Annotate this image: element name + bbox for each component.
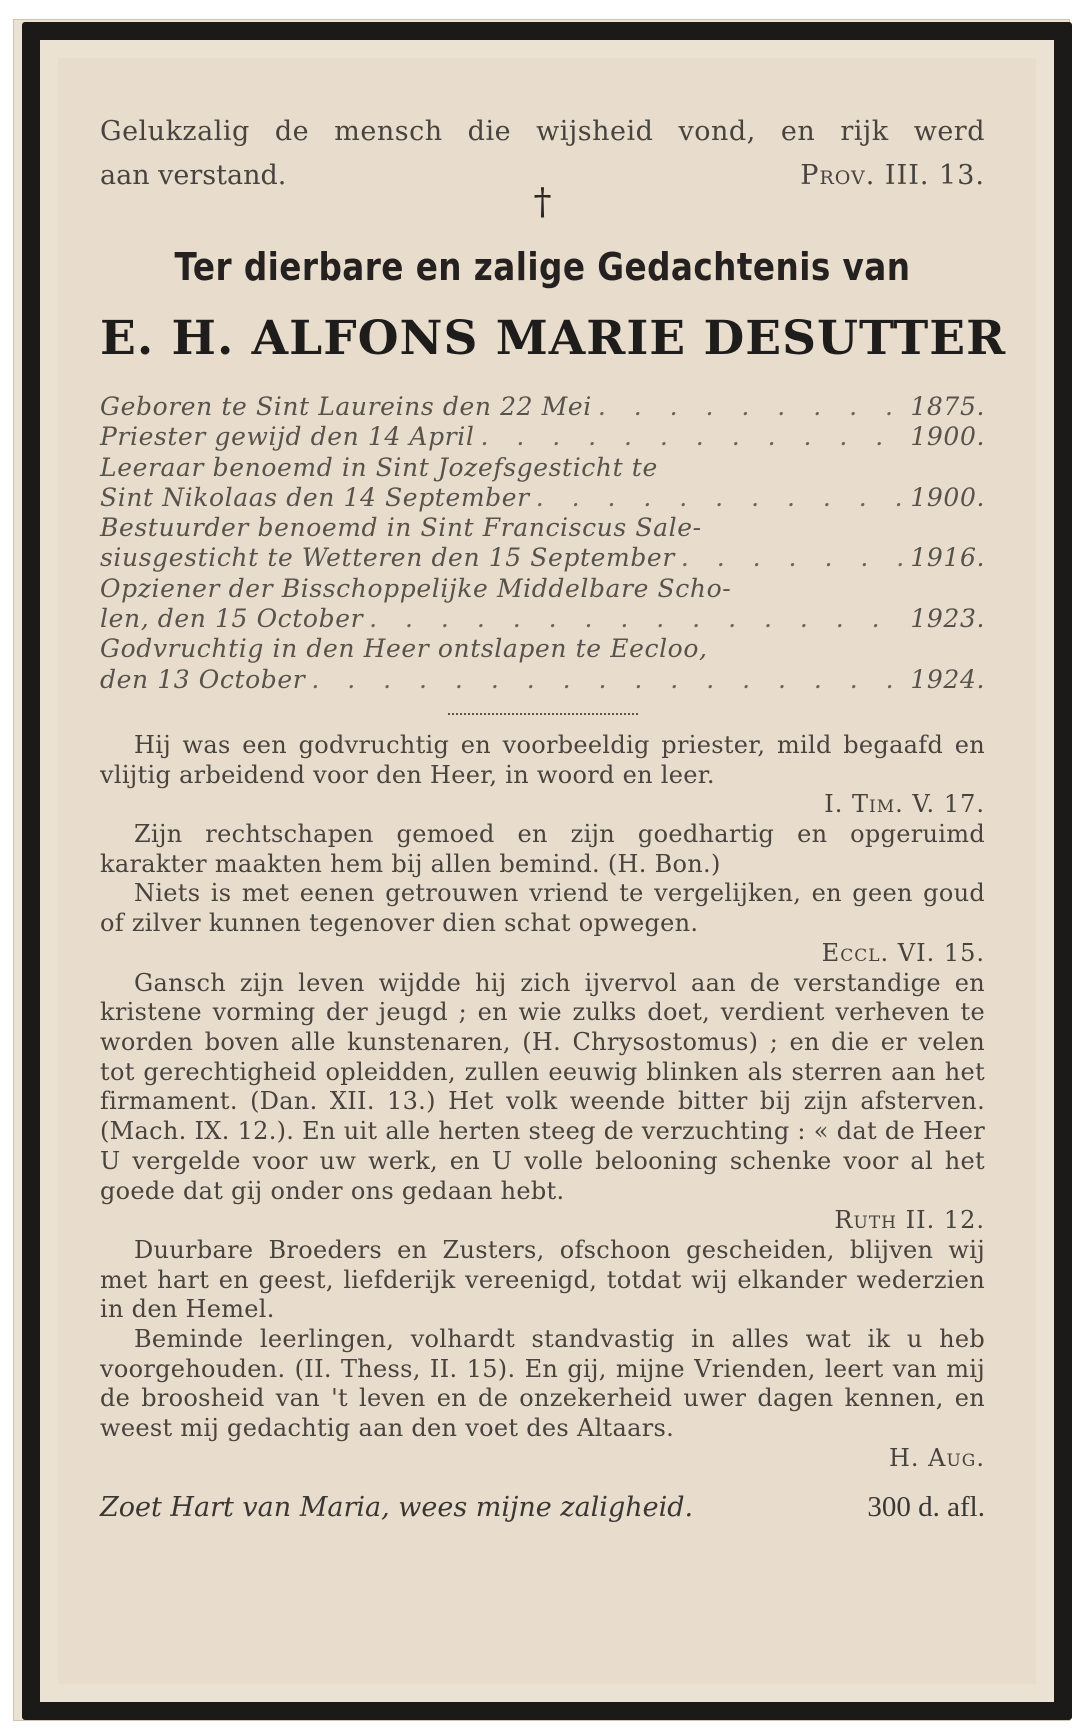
prayer-text: Zoet Hart van Maria, wees mijne zaligheid. [100, 1491, 694, 1523]
card-content [100, 110, 1007, 1525]
paragraph: Zijn rechtschapen gemoed en zijn goedhartig en opgeruimd karakter maakten hem bij allen bemind. (H. Bon.) [100, 820, 985, 878]
date-line [100, 513, 985, 543]
cross-icon: † [533, 182, 552, 223]
closing-prayer [100, 1490, 985, 1525]
date-text: Geboren te Sint Laureins den 22 Mei [100, 392, 592, 421]
date-line [100, 574, 985, 604]
paragraph-reference: Eccl. VI. 15. [821, 938, 985, 967]
paragraph-reference: I. Tim. V. 17. [824, 790, 985, 819]
paragraph: Hij was een godvruchtig en voorbeeldig priester, mild begaafd en vlijtig arbeidend voor den Heer, in woord en leer. [100, 730, 985, 789]
date-text: siusgesticht te Wetteren den 15 September [100, 543, 675, 573]
paragraph: Niets is met eenen getrouwen vriend te vergelijken, en geen goud of zilver kunnen tegenover dien schat opwegen. [100, 879, 985, 938]
paragraph: Duurbare Broeders en Zusters, ofschoon gescheiden, blijven wij met hart en geest, liefderijk vereenigd, totdat wij elkander wederzien in den Hemel. [100, 1235, 985, 1324]
indulgence-note: 300 d. afl. [867, 1490, 985, 1523]
dotted-separator [448, 713, 638, 715]
leader-dots [675, 543, 911, 573]
paragraph-reference: Ruth II. 12. [834, 1206, 985, 1235]
date-line [100, 604, 985, 634]
date-text: Bestuurder benoemd in Sint Franciscus Sale- [100, 513, 702, 543]
memorial-title: Ter dierbare en zalige Gedachtenis van [174, 245, 911, 289]
memorial-text [100, 731, 985, 1474]
date-year: 1875. [910, 392, 985, 421]
date-line [100, 392, 985, 422]
paragraph: Beminde leerlingen, volhardt standvastig in alles wat ik u heb voorgehouden. (II. Thess, II. 15). En gij, mijne Vrienden, leert van mij de broosheid van 't leven en de onzekerheid uwer dagen kennen, en weest mij gedachtig aan den voet des Altaars. [100, 1325, 985, 1443]
date-line [100, 634, 985, 664]
leader-dots [363, 604, 910, 634]
epigraph-reference: Prov. III. 13. [800, 160, 985, 191]
leader-dots [305, 665, 910, 695]
date-year: 1916. [910, 543, 985, 573]
date-year: 1900. [910, 422, 985, 452]
date-line [100, 543, 985, 573]
date-year: 1924. [910, 664, 985, 694]
date-line [100, 665, 985, 695]
date-text: Opziener der Bisschoppelijke Middelbare Scho- [100, 573, 732, 603]
date-year: 1923. [910, 604, 985, 634]
epigraph-continuation: aan verstand. [100, 160, 287, 191]
date-line [100, 422, 985, 452]
biography-dates [100, 392, 985, 695]
date-line [100, 483, 985, 513]
leader-dots [530, 483, 911, 513]
date-line [100, 453, 985, 483]
leader-dots [474, 422, 910, 452]
date-text: Sint Nikolaas den 14 September [100, 482, 530, 512]
memorial-card [14, 20, 1069, 1720]
date-text: Godvruchtig in den Heer ontslapen te Eecloo, [100, 634, 708, 664]
date-text: den 13 October [100, 664, 306, 694]
epigraph-line-1: Gelukzalig de mensch die wijsheid vond, en rijk werd [100, 116, 985, 147]
deceased-name: E. H. ALFONS MARIE DESUTTER [100, 311, 1007, 366]
paragraph: Gansch zijn leven wijdde hij zich ijvervol aan de verstandige en kristene vorming der jeugd ; en wie zulks doet, verdient verheven te worden boven alle kunstenaren, (H. Chrysostomus) ; en die er velen tot gerechtigheid opleidden, zullen eeuwig blinken als sterren aan het firmament. (Dan. XII. 13.) Het volk weende bitter bij zijn afsterven. (Mach. IX. 12.). En uit alle herten steeg de verzuchting : « dat de Heer U vergelde voor uw werk, en U volle belooning schenke voor al het goede dat gij onder ons gedaan hebt. [100, 968, 985, 1205]
paragraph-reference: H. Aug. [888, 1443, 985, 1472]
date-text: len, den 15 October [100, 604, 364, 634]
date-text: Leeraar benoemd in Sint Jozefsgesticht te [100, 452, 658, 482]
date-year: 1900. [910, 482, 985, 512]
date-text: Priester gewijd den 14 April [100, 422, 475, 452]
leader-dots [592, 392, 911, 422]
